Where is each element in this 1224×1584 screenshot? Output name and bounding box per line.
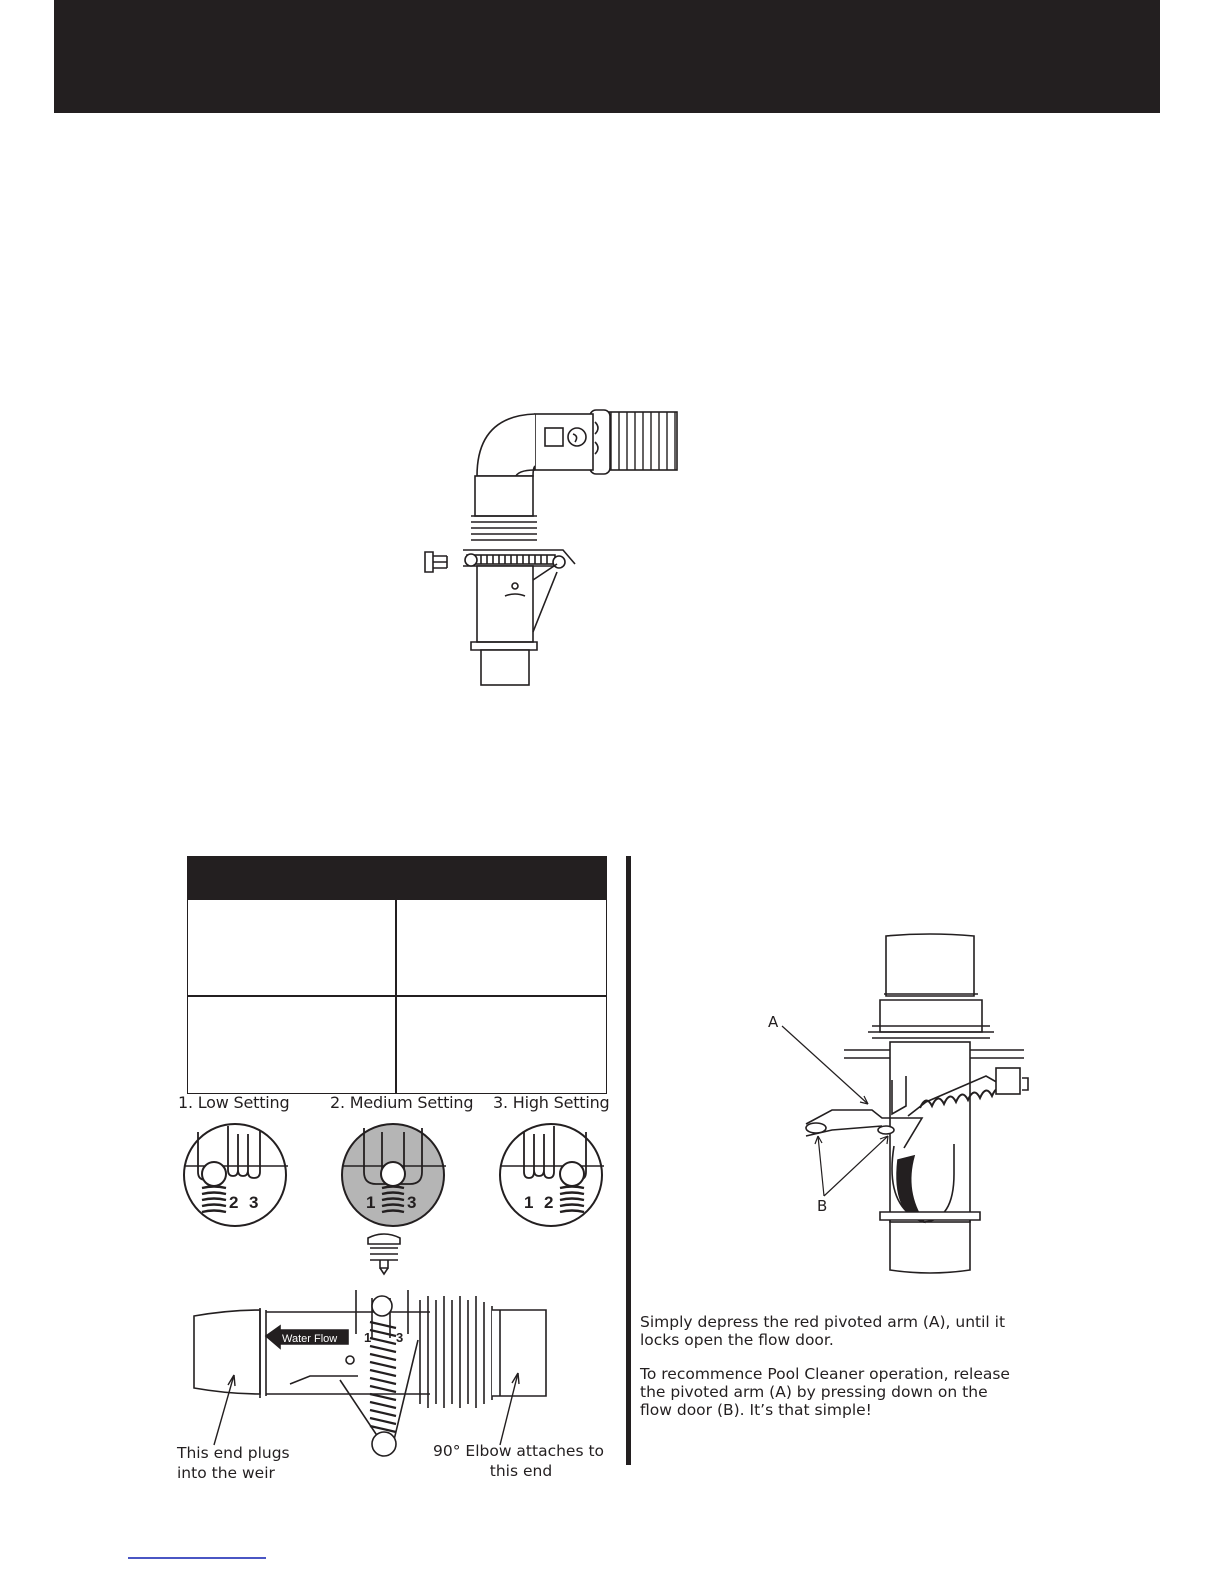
caption-line: This end plugs [177,1444,290,1462]
table-header [187,856,607,899]
water-flow-label: Water Flow [282,1333,338,1345]
caption-line: into the weir [177,1464,275,1482]
slot-number: 3 [407,1193,417,1212]
column-divider [626,856,631,1465]
caption-line: this end [489,1462,553,1480]
high-setting-label: 3. High Setting [493,1093,610,1112]
instruction-paragraph-2: To recommence Pool Cleaner operation, release the pivoted arm (A) by pressing down on the flow door (B). It’s that simple! [640,1365,1010,1419]
label-a: A [768,1013,779,1031]
slot-number: 1 [366,1193,376,1212]
settings-table [187,856,607,1094]
medium-setting-label: 2. Medium Setting [330,1093,474,1112]
caption-arrows [170,1360,530,1450]
header-bar [54,0,1160,113]
label-b: B [817,1197,828,1215]
instruction-paragraph-1: Simply depress the red pivoted arm (A), until it locks open the flow door. [640,1313,1006,1349]
slot-number: 3 [396,1330,404,1345]
footer-rule [128,1557,266,1559]
elbow-caption [433,1441,605,1481]
table-cell [395,995,607,1094]
caption-line: 90° Elbow attaches to [433,1442,605,1460]
low-setting-label: 1. Low Setting [178,1093,290,1112]
flow-door-illustration [760,930,1040,1290]
slot-number: 3 [249,1193,259,1212]
table-cell [395,899,607,997]
table-cell [187,899,397,997]
table-cell [187,995,397,1094]
elbow-assembly-illustration [405,400,705,695]
low-setting-diagram [182,1122,288,1228]
high-setting-diagram [498,1122,604,1228]
slot-number: 2 [544,1193,554,1212]
slot-number: 1 [364,1330,372,1345]
slot-number: 2 [229,1193,239,1212]
weir-caption [177,1443,290,1483]
medium-setting-diagram [340,1122,446,1228]
slot-number: 1 [524,1193,534,1212]
